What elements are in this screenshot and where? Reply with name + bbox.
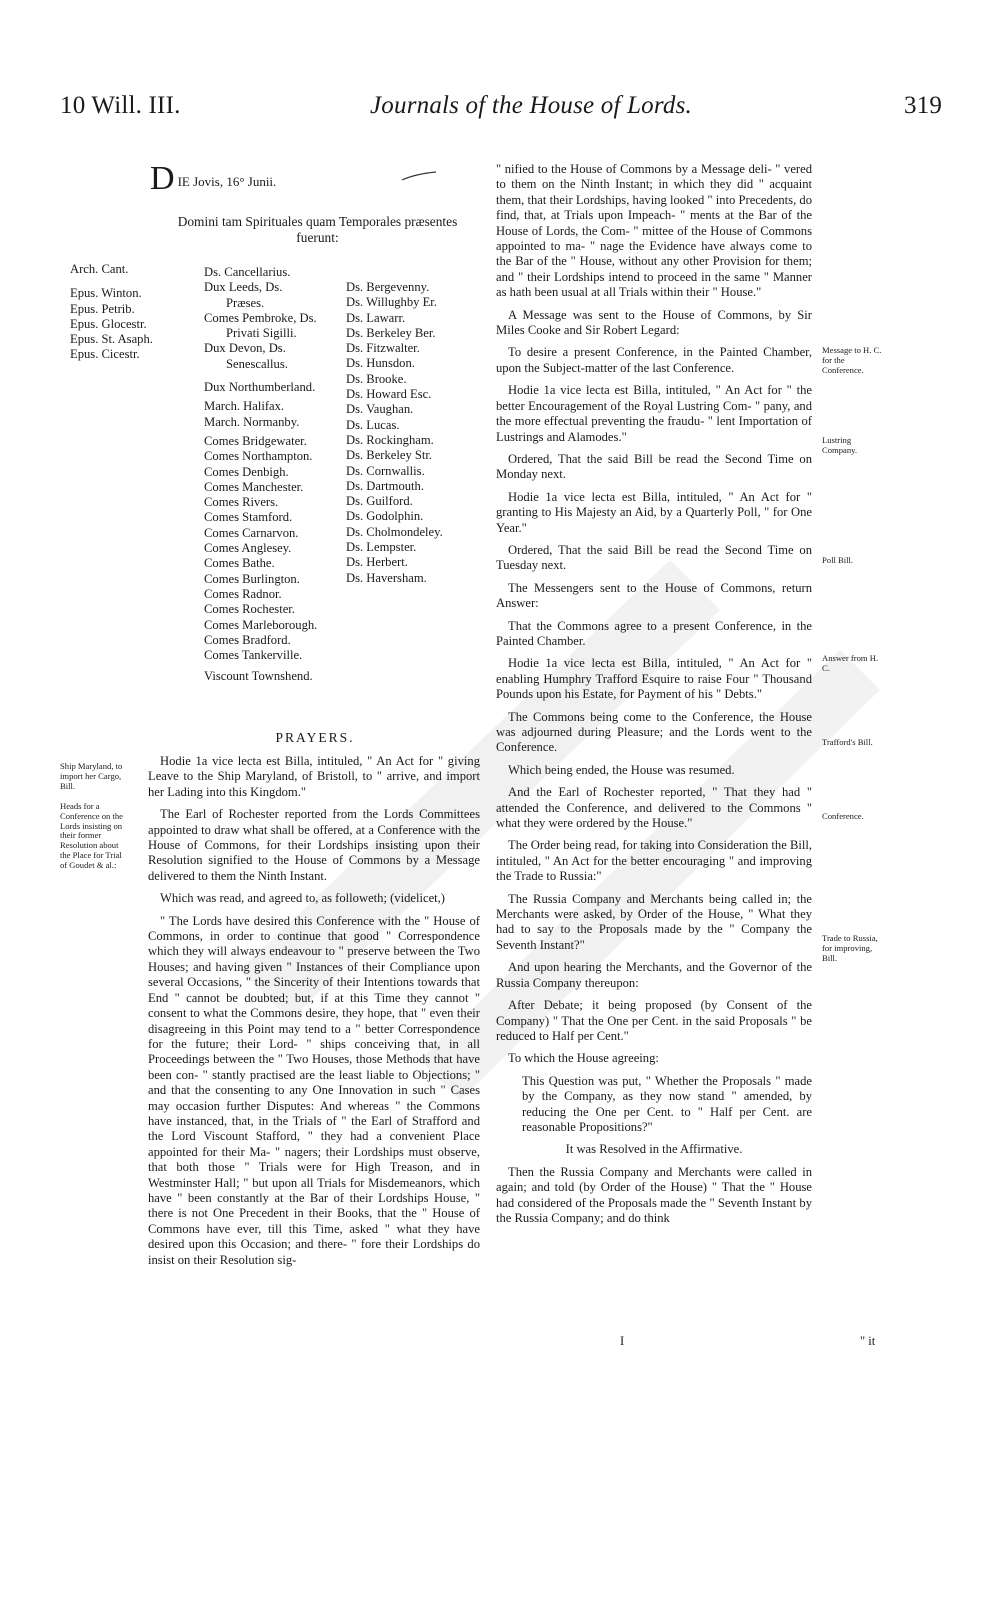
lord-entry: Ds. Guilford. [346,494,413,509]
paragraph: Then the Russia Company and Merchants were called in again; and told (by Order of the House) " That the " House had considered of the Proposals made the " Seventh Instant by the Russia Company; and do think [496,1164,812,1225]
lord-entry: Ds. Lempster. [346,540,417,555]
lord-entry: Præses. [226,295,265,310]
lord-entry: Ds. Bergevenny. [346,280,430,294]
lord-entry: Comes Bathe. [204,556,275,571]
lord-entry: Ds. Cholmondeley. [346,524,443,539]
lord-entry: Comes Pembroke, Ds. [204,310,317,325]
lord-entry: Ds. Rockingham. [346,432,434,447]
lord-entry: Comes Radnor. [204,586,282,601]
lord-entry: Epus. St. Asaph. [70,332,153,347]
margin-note-conference: Conference. [822,811,864,821]
lord-entry: Comes Burlington. [204,571,300,586]
lord-entry: Ds. Herbert. [346,555,408,570]
margin-note-maryland-bill: Ship Maryland, to import her Cargo, Bill. [60,761,123,791]
paragraph: Ordered, That the said Bill be read the Second Time on Monday next. [496,451,812,482]
left-body-column [148,754,480,1275]
paragraph: And the Earl of Rochester reported, " That they had " attended the Conference, and delivered to the Commons " what they were ordered by the House." [496,785,812,831]
lord-entry: Viscount Townshend. [204,669,313,684]
lord-entry: Comes Denbigh. [204,464,289,479]
drop-cap: D [150,160,175,197]
paragraph: To desire a present Conference, in the Painted Chamber, upon the Subject-matter of the last Conference. [496,345,812,375]
lord-entry: Ds. Howard Esc. [346,387,432,402]
lord-entry: Ds. Brooke. [346,371,407,386]
paragraph: After Debate; it being proposed (by Consent of the Company) " That the One per Cent. in the said Proposals " be reduced to Half per Cent." [496,998,812,1043]
lord-entry: Ds. Dartmouth. [346,478,425,493]
margin-note-message: Message to H. C. for the Conference. [822,345,882,375]
lord-entry: Dux Leeds, Ds. [204,280,283,295]
lord-entry: March. Halifax. [204,399,285,414]
lord-entry: Epus. Winton. [70,286,142,301]
lord-entry: Ds. Berkeley Ber. [346,325,436,340]
lord-entry: Comes Manchester. [204,479,304,494]
paragraph: A Message was sent to the House of Commons, by Sir Miles Cooke and Sir Robert Legard: [496,307,812,338]
lord-entry: Epus. Glocestr. [70,316,147,331]
lord-entry: Comes Anglesey. [204,541,292,556]
lord-entry: Comes Stamford. [204,510,293,525]
margin-note-answer: Answer from H. C. [822,653,879,673]
lord-entry: Senescallus. [226,356,288,371]
lord-entry: Comes Bridgewater. [204,433,307,448]
lord-entry: Ds. Lucas. [346,417,400,432]
paragraph: " nified to the House of Commons by a Message deli- " vered to them on the Ninth Instant; in which they did " acquaint them, that their Lordships, having looked " into Precedents, do find, that, at Trials upon Impeach- " ments at the Bar of the House of Lords, the Com- " mittee of the House of Commons appointed to ma- " nage the Evidence have always come to the Bar of the " House, without any other Provision for them; and " their Lordships intend to proceed in the same " Manner as hath been usual at all Trials within their " House." [496,162,812,300]
lord-entry: Comes Marleborough. [204,617,318,632]
lord-entry: Dux Northumberland. [204,380,316,395]
paragraph: Ordered, That the said Bill be read the Second Time on Tuesday next. [496,542,812,573]
paragraph: Which was read, and agreed to, as followeth; (videlicet,) [160,891,445,906]
lord-entry: March. Normanby. [204,414,300,429]
paragraph: This Question was put, " Whether the Proposals " made by the Company, as they now stand " amended, by reducing the One per Cent. to " Half per Cent. are reasonable Propositions?" [522,1073,812,1134]
lord-entry: Comes Bradford. [204,632,291,647]
lord-entry: Ds. Berkeley Str. [346,448,433,463]
margin-note-poll-bill: Poll Bill. [822,555,854,565]
margin-note-lustring: Lustring Company. [822,435,858,455]
signature-mark: I [620,1334,625,1348]
paragraph: Hodie 1a vice lecta est Billa, intituled, " An Act for " granting to His Majesty an Aid, by a Quarterly Poll, " for One Year." [496,489,812,535]
present-heading: Domini tam Spirituales quam Temporales præsentes fuerunt: [177,214,458,245]
margin-note-russia-trade: Trade to Russia, for improving, Bill. [822,933,878,963]
paragraph: Which being ended, the House was resumed. [508,762,735,777]
paragraph: Hodie 1a vice lecta est Billa, intituled, " An Act for " the better Encouragement of the Royal Lustring Com- " pany, and the more effectual preventing the fraudu- " lent Importation of Lustrings and Alamodes." [496,383,812,444]
paragraph: The Commons being come to the Conference, the House was adjourned during Pleasure; and the Lords went to the Conference. [496,709,812,755]
running-header-left: 10 Will. III. [60,92,181,119]
lord-entry: Comes Northampton. [204,449,313,464]
paragraph: The Earl of Rochester reported from the Lords Committees appointed to draw what shall be offered, at a Conference with the House of Commons, for their Lordships insisting upon their Resolution signified to the House of Commons by a Message delivered to them the Ninth Instant. [148,807,480,883]
paragraph: " The Lords have desired this Conference with the " House of Commons, in order to continue that good " Correspondence which they will always endeavour to " preserve between the Two Houses; and having given " Instances of their Compliance upon several Occasions, " the Sincerity of their Intentions towards that End " cannot be doubted; but, if at this Time they cannot " consent to what the Commons desire, they hope, that " even their disagreeing in this Point may tend to a " better Correspondence for the future; their Lord- " ships conceiving that, in all Proceedings between the " Two Houses, those Methods that have been con- " stantly practised are the least liable to Objections; " and that the consenting to any One Innovation in such " Cases may occasion further Disputes: And whereas " the Commons have instanced, that, in the Trials of " the Earl of Strafford and the Lord Viscount Stafford, " they had a convenient Place appointed for their Ma- " nagers; their Lordships must observe, that both those " Trials were for High Treason, and in Westminster Hall; " but upon all Trials for Misdemeanors, which have " been constantly at the Bar of their Lordships House, " there is not One Precedent in their Books, that the " House of Commons have ever, till this Time, asked " what they have desired upon this Occasion; and there- " fore their Lordships do insist on their Resolution sig- [148,913,480,1267]
paragraph: The Russia Company and Merchants being called in; the Merchants were asked, by Order of the House, " What they had to say to the Proposals made by the " Company the Seventh Instant?" [496,891,812,952]
paragraph: To which the House agreeing: [508,1051,659,1066]
lord-entry: Comes Carnarvon. [204,525,299,540]
lord-entry: Ds. Fitzwalter. [346,341,420,356]
paragraph: The Order being read, for taking into Consideration the Bill, intituled, " An Act for the better encouraging " and improving the Trade to Russia:" [496,838,812,884]
lord-entry: Ds. Godolphin. [346,509,424,524]
paragraph: That the Commons agree to a present Conference, in the Painted Chamber. [496,618,812,648]
margin-note-conference-heads: Heads for a Conference on the Lords insisting on their former Resolution about the Place for Trial of Goudet & al.: [60,801,123,870]
lord-entry: Epus. Cicestr. [70,347,140,362]
paragraph: Hodie 1a vice lecta est Billa, intituled, " An Act for " giving Leave to the Ship Maryland, of Bristoll, to " arrive, and import her Lading into this Kingdom." [148,754,480,799]
lord-entry: Ds. Lawarr. [346,310,406,325]
lord-entry: Ds. Vaughan. [346,402,414,417]
page-number: 319 [904,92,943,119]
paragraph: And upon hearing the Merchants, and the Governor of the Russia Company thereupon: [496,960,812,990]
lord-entry: Comes Rochester. [204,602,295,617]
paragraph: The Messengers sent to the House of Commons, return Answer: [496,580,812,611]
lord-entry: Epus. Petrib. [70,301,135,316]
lords-list-barons [346,280,443,586]
prayers-heading: PRAYERS. [275,730,355,745]
lord-entry: Arch. Cant. [70,262,129,276]
running-header-title: Journals of the House of Lords. [370,92,692,119]
lords-list-bishops [70,262,153,363]
lord-entry: Comes Tankerville. [204,648,303,663]
date-text: IE Jovis, 16° Junii. [177,174,277,189]
handwritten-mark-icon [400,170,440,184]
lord-entry: Privati Sigilli. [226,326,297,341]
lord-entry: Ds. Haversham. [346,570,427,585]
right-body-column [496,162,812,1233]
catchword: " it [860,1334,876,1348]
lord-entry: Ds. Hunsdon. [346,356,415,371]
lord-entry: Dux Devon, Ds. [204,341,286,356]
lord-entry: Ds. Cancellarius. [204,265,291,279]
lord-entry: Ds. Cornwallis. [346,463,425,478]
paragraph: Hodie 1a vice lecta est Billa, intituled, " An Act for " enabling Humphry Trafford Esquire to raise Four " Thousand Pounds upon his Estate, for Payment of his " Debts." [496,656,812,702]
margin-note-trafford-bill: Trafford's Bill. [822,737,873,747]
paragraph: It was Resolved in the Affirmative. [565,1142,743,1157]
lord-entry: Ds. Willughby Er. [346,295,437,310]
lord-entry: Comes Rivers. [204,495,279,510]
lords-list-peers [204,265,317,685]
